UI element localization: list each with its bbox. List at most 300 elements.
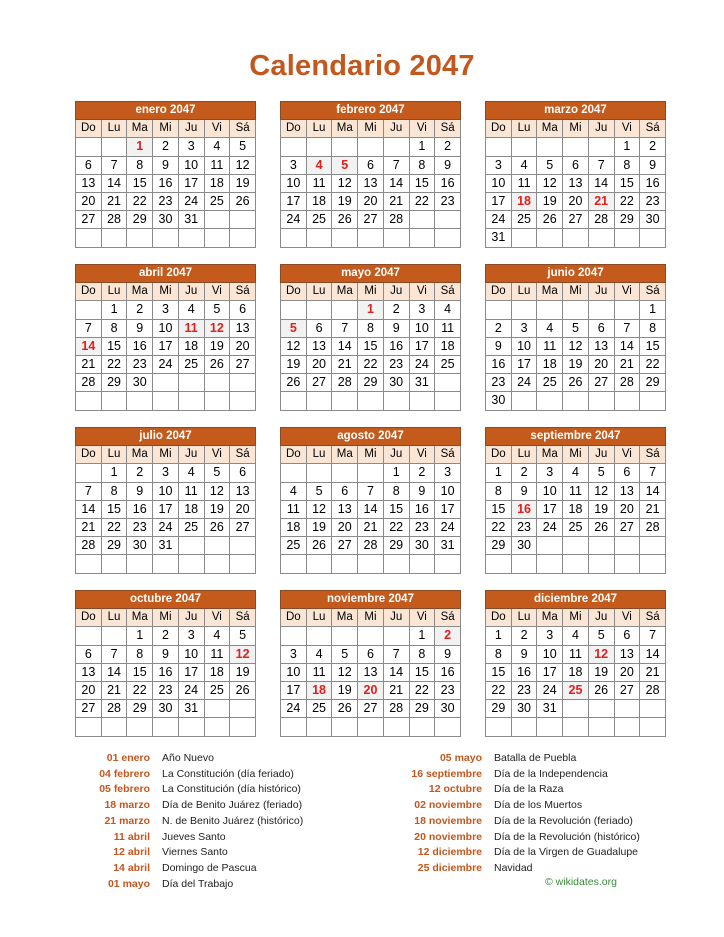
day-cell: 17 — [537, 663, 563, 681]
day-cell: 29 — [614, 211, 640, 229]
day-cell: 15 — [127, 174, 153, 192]
day-cell — [153, 374, 179, 392]
holiday-item — [70, 861, 303, 877]
day-cell — [127, 555, 153, 573]
day-cell: 27 — [588, 374, 614, 392]
day-cell: 5 — [332, 156, 358, 174]
day-cell: 17 — [511, 355, 537, 373]
day-cell — [640, 392, 666, 410]
day-cell: 12 — [230, 156, 256, 174]
day-cell: 10 — [409, 319, 435, 337]
day-cell: 6 — [358, 645, 384, 663]
day-cell — [281, 392, 307, 410]
holiday-date: 18 noviembre — [414, 814, 482, 827]
weekday-label: Vi — [614, 609, 640, 627]
day-cell: 6 — [76, 156, 102, 174]
weekday-label: Ma — [537, 120, 563, 138]
day-cell: 9 — [435, 645, 461, 663]
day-cell — [358, 392, 384, 410]
day-cell: 27 — [306, 374, 332, 392]
day-cell: 22 — [640, 355, 666, 373]
day-cell: 29 — [486, 700, 512, 718]
weekday-label: Do — [486, 283, 512, 301]
day-cell: 5 — [230, 627, 256, 645]
day-cell: 9 — [511, 645, 537, 663]
day-cell: 15 — [358, 337, 384, 355]
day-cell — [101, 555, 127, 573]
day-cell: 28 — [383, 211, 409, 229]
day-cell: 6 — [614, 627, 640, 645]
day-cell: 29 — [640, 374, 666, 392]
day-cell: 12 — [204, 482, 230, 500]
day-cell — [332, 627, 358, 645]
day-cell: 28 — [332, 374, 358, 392]
month-title: septiembre 2047 — [486, 428, 666, 446]
day-cell: 21 — [101, 681, 127, 699]
weekday-label: Vi — [409, 446, 435, 464]
day-cell — [281, 718, 307, 736]
day-cell — [153, 718, 179, 736]
day-cell: 22 — [486, 681, 512, 699]
weekday-label: Sá — [230, 283, 256, 301]
weekday-label: Lu — [511, 283, 537, 301]
day-cell: 11 — [563, 645, 589, 663]
month-table — [485, 101, 666, 248]
day-cell — [537, 537, 563, 555]
day-cell: 19 — [281, 355, 307, 373]
month-table — [280, 590, 461, 737]
day-cell — [383, 138, 409, 156]
day-cell — [178, 555, 204, 573]
footer-credit[interactable]: © wikidates.org — [545, 876, 617, 888]
day-cell: 19 — [332, 681, 358, 699]
day-cell: 10 — [537, 482, 563, 500]
day-cell: 4 — [511, 156, 537, 174]
weekday-label: Sá — [435, 609, 461, 627]
day-cell: 6 — [76, 645, 102, 663]
day-cell: 26 — [588, 681, 614, 699]
weekday-label: Ma — [537, 283, 563, 301]
weekday-label: Lu — [306, 120, 332, 138]
day-cell — [409, 229, 435, 247]
weekday-label: Mi — [153, 283, 179, 301]
day-cell: 25 — [563, 518, 589, 536]
day-cell — [204, 718, 230, 736]
weekday-label: Lu — [306, 283, 332, 301]
holiday-item — [380, 830, 640, 846]
day-cell: 14 — [101, 663, 127, 681]
day-cell: 31 — [435, 537, 461, 555]
day-cell: 24 — [409, 355, 435, 373]
day-cell: 13 — [588, 337, 614, 355]
weekday-label: Sá — [640, 283, 666, 301]
day-cell: 25 — [204, 192, 230, 210]
day-cell — [101, 627, 127, 645]
weekday-label: Ma — [332, 446, 358, 464]
day-cell: 30 — [486, 392, 512, 410]
weekday-label: Vi — [409, 283, 435, 301]
month-title: julio 2047 — [76, 428, 256, 446]
day-cell: 14 — [640, 482, 666, 500]
weekday-label: Lu — [101, 283, 127, 301]
day-cell: 9 — [153, 645, 179, 663]
day-cell: 25 — [178, 355, 204, 373]
day-cell: 16 — [435, 663, 461, 681]
day-cell: 20 — [76, 681, 102, 699]
day-cell — [230, 392, 256, 410]
day-cell: 22 — [127, 681, 153, 699]
day-cell: 3 — [178, 138, 204, 156]
day-cell: 4 — [306, 156, 332, 174]
day-cell: 24 — [537, 518, 563, 536]
weekday-label: Vi — [204, 609, 230, 627]
day-cell: 18 — [178, 337, 204, 355]
holiday-item — [70, 798, 303, 814]
day-cell — [306, 627, 332, 645]
day-cell: 11 — [204, 156, 230, 174]
day-cell: 3 — [511, 319, 537, 337]
day-cell: 16 — [127, 337, 153, 355]
day-cell — [614, 555, 640, 573]
weekday-label: Lu — [511, 446, 537, 464]
day-cell — [76, 464, 102, 482]
day-cell: 8 — [640, 319, 666, 337]
day-cell — [230, 229, 256, 247]
day-cell: 6 — [358, 156, 384, 174]
holiday-name: Día de la Revolución (histórico) — [494, 830, 640, 843]
day-cell: 28 — [358, 537, 384, 555]
month-title: abril 2047 — [76, 265, 256, 283]
day-cell — [358, 627, 384, 645]
day-cell — [537, 301, 563, 319]
day-cell — [204, 229, 230, 247]
day-cell: 30 — [153, 700, 179, 718]
weekday-label: Vi — [204, 446, 230, 464]
day-cell: 20 — [614, 663, 640, 681]
day-cell — [588, 555, 614, 573]
day-cell: 26 — [588, 518, 614, 536]
holiday-name: Día de la Virgen de Guadalupe — [494, 846, 638, 859]
day-cell: 4 — [563, 627, 589, 645]
day-cell: 19 — [537, 192, 563, 210]
day-cell: 9 — [486, 337, 512, 355]
day-cell: 21 — [614, 355, 640, 373]
day-cell: 20 — [230, 337, 256, 355]
month-table — [75, 264, 256, 411]
holiday-item — [380, 798, 640, 814]
day-cell: 31 — [178, 211, 204, 229]
day-cell: 30 — [383, 374, 409, 392]
day-cell: 1 — [486, 627, 512, 645]
weekday-label: Ma — [127, 609, 153, 627]
day-cell: 12 — [230, 645, 256, 663]
day-cell: 17 — [281, 192, 307, 210]
day-cell: 1 — [101, 301, 127, 319]
weekday-label: Ju — [178, 446, 204, 464]
weekday-label: Do — [76, 120, 102, 138]
day-cell: 5 — [537, 156, 563, 174]
day-cell: 22 — [358, 355, 384, 373]
day-cell: 24 — [281, 211, 307, 229]
day-cell: 30 — [511, 537, 537, 555]
day-cell — [358, 229, 384, 247]
weekday-label: Vi — [204, 120, 230, 138]
month-table — [75, 427, 256, 574]
day-cell — [178, 374, 204, 392]
day-cell: 15 — [383, 500, 409, 518]
day-cell — [614, 301, 640, 319]
day-cell — [306, 464, 332, 482]
day-cell: 20 — [358, 681, 384, 699]
day-cell: 10 — [486, 174, 512, 192]
day-cell — [76, 718, 102, 736]
day-cell: 29 — [127, 700, 153, 718]
day-cell: 24 — [511, 374, 537, 392]
weekday-label: Lu — [306, 446, 332, 464]
day-cell: 23 — [409, 518, 435, 536]
day-cell — [486, 301, 512, 319]
day-cell — [614, 537, 640, 555]
day-cell: 2 — [511, 464, 537, 482]
day-cell: 7 — [358, 482, 384, 500]
day-cell: 7 — [640, 464, 666, 482]
day-cell — [511, 555, 537, 573]
holiday-date: 05 febrero — [99, 783, 150, 796]
weekday-label: Ju — [588, 120, 614, 138]
weekday-label: Lu — [101, 446, 127, 464]
day-cell — [230, 374, 256, 392]
day-cell: 29 — [409, 700, 435, 718]
day-cell: 10 — [178, 156, 204, 174]
day-cell: 1 — [101, 464, 127, 482]
month-title: diciembre 2047 — [486, 591, 666, 609]
day-cell: 6 — [332, 482, 358, 500]
day-cell — [204, 374, 230, 392]
day-cell: 1 — [358, 301, 384, 319]
day-cell: 2 — [435, 138, 461, 156]
day-cell: 30 — [153, 211, 179, 229]
day-cell — [230, 718, 256, 736]
day-cell: 15 — [486, 663, 512, 681]
day-cell: 22 — [409, 192, 435, 210]
day-cell: 13 — [563, 174, 589, 192]
day-cell: 20 — [332, 518, 358, 536]
day-cell: 16 — [153, 174, 179, 192]
day-cell — [204, 211, 230, 229]
day-cell — [588, 392, 614, 410]
weekday-label: Do — [76, 609, 102, 627]
day-cell: 9 — [127, 482, 153, 500]
holiday-date: 01 mayo — [107, 877, 150, 890]
weekday-label: Ma — [332, 120, 358, 138]
day-cell: 15 — [409, 174, 435, 192]
day-cell: 14 — [383, 663, 409, 681]
day-cell: 13 — [614, 482, 640, 500]
weekday-label: Ma — [537, 446, 563, 464]
day-cell — [127, 229, 153, 247]
day-cell — [588, 301, 614, 319]
day-cell — [614, 229, 640, 247]
day-cell: 15 — [409, 663, 435, 681]
month-table — [280, 101, 461, 248]
day-cell: 7 — [383, 645, 409, 663]
day-cell — [332, 138, 358, 156]
day-cell: 5 — [281, 319, 307, 337]
day-cell: 4 — [204, 627, 230, 645]
day-cell: 5 — [306, 482, 332, 500]
day-cell: 18 — [204, 174, 230, 192]
day-cell: 28 — [640, 681, 666, 699]
day-cell: 27 — [332, 537, 358, 555]
holiday-date: 14 abril — [113, 861, 150, 874]
day-cell: 18 — [204, 663, 230, 681]
day-cell: 22 — [383, 518, 409, 536]
day-cell: 31 — [537, 700, 563, 718]
weekday-label: Sá — [435, 120, 461, 138]
day-cell — [640, 555, 666, 573]
weekday-label: Ju — [588, 283, 614, 301]
day-cell: 29 — [127, 211, 153, 229]
weekday-label: Mi — [153, 120, 179, 138]
weekday-label: Ju — [383, 609, 409, 627]
day-cell: 9 — [435, 156, 461, 174]
day-cell: 13 — [358, 174, 384, 192]
day-cell: 23 — [640, 192, 666, 210]
weekday-label: Sá — [230, 609, 256, 627]
holiday-date: 12 diciembre — [417, 846, 482, 859]
day-cell: 17 — [178, 663, 204, 681]
day-cell — [358, 718, 384, 736]
day-cell: 1 — [640, 301, 666, 319]
day-cell: 16 — [511, 663, 537, 681]
day-cell: 3 — [537, 464, 563, 482]
holiday-date: 16 septiembre — [411, 767, 482, 780]
day-cell: 2 — [383, 301, 409, 319]
weekday-label: Sá — [640, 120, 666, 138]
weekday-label: Sá — [640, 609, 666, 627]
day-cell: 19 — [230, 174, 256, 192]
day-cell — [409, 718, 435, 736]
weekday-label: Sá — [435, 446, 461, 464]
month-table — [75, 590, 256, 737]
month-table — [75, 101, 256, 248]
day-cell — [563, 700, 589, 718]
holiday-item — [380, 782, 640, 798]
day-cell — [127, 718, 153, 736]
day-cell: 18 — [563, 663, 589, 681]
day-cell: 12 — [281, 337, 307, 355]
day-cell: 6 — [230, 464, 256, 482]
day-cell: 1 — [409, 138, 435, 156]
day-cell — [614, 392, 640, 410]
day-cell: 14 — [640, 645, 666, 663]
day-cell: 3 — [537, 627, 563, 645]
day-cell: 27 — [230, 518, 256, 536]
day-cell: 10 — [435, 482, 461, 500]
weekday-label: Ju — [178, 609, 204, 627]
day-cell — [537, 229, 563, 247]
day-cell — [204, 700, 230, 718]
day-cell: 11 — [281, 500, 307, 518]
day-cell: 13 — [230, 319, 256, 337]
weekday-label: Ju — [178, 120, 204, 138]
weekday-label: Mi — [358, 609, 384, 627]
day-cell: 18 — [281, 518, 307, 536]
holiday-date: 04 febrero — [99, 767, 150, 780]
day-cell: 29 — [101, 374, 127, 392]
weekday-label: Ju — [383, 120, 409, 138]
day-cell — [76, 301, 102, 319]
day-cell: 15 — [614, 174, 640, 192]
weekday-label: Do — [281, 446, 307, 464]
day-cell: 21 — [383, 192, 409, 210]
holiday-item — [70, 877, 303, 893]
weekday-label: Mi — [563, 609, 589, 627]
day-cell — [101, 718, 127, 736]
day-cell — [486, 138, 512, 156]
day-cell: 27 — [76, 211, 102, 229]
day-cell: 26 — [563, 374, 589, 392]
day-cell: 1 — [614, 138, 640, 156]
day-cell — [640, 700, 666, 718]
day-cell — [281, 138, 307, 156]
day-cell: 1 — [127, 627, 153, 645]
day-cell: 20 — [230, 500, 256, 518]
day-cell — [230, 537, 256, 555]
day-cell: 16 — [383, 337, 409, 355]
month-table — [280, 427, 461, 574]
day-cell: 28 — [383, 700, 409, 718]
weekday-label: Vi — [409, 609, 435, 627]
holiday-name: Batalla de Puebla — [494, 752, 577, 764]
day-cell: 21 — [332, 355, 358, 373]
holiday-date: 01 enero — [106, 752, 150, 764]
day-cell: 18 — [511, 192, 537, 210]
day-cell — [511, 718, 537, 736]
day-cell — [435, 392, 461, 410]
day-cell: 31 — [153, 537, 179, 555]
day-cell: 3 — [281, 645, 307, 663]
day-cell: 1 — [486, 464, 512, 482]
day-cell: 8 — [383, 482, 409, 500]
day-cell: 21 — [358, 518, 384, 536]
day-cell — [76, 138, 102, 156]
day-cell: 8 — [127, 156, 153, 174]
day-cell: 29 — [358, 374, 384, 392]
weekday-label: Do — [486, 609, 512, 627]
day-cell — [563, 537, 589, 555]
weekday-label: Mi — [153, 446, 179, 464]
day-cell: 23 — [153, 192, 179, 210]
day-cell — [306, 229, 332, 247]
day-cell: 8 — [614, 156, 640, 174]
day-cell — [511, 229, 537, 247]
day-cell: 6 — [306, 319, 332, 337]
day-cell: 2 — [511, 627, 537, 645]
day-cell: 11 — [435, 319, 461, 337]
weekday-label: Do — [76, 446, 102, 464]
day-cell: 12 — [204, 319, 230, 337]
holiday-name: Viernes Santo — [162, 846, 228, 859]
day-cell: 9 — [127, 319, 153, 337]
day-cell: 6 — [614, 464, 640, 482]
month-table — [485, 427, 666, 574]
weekday-label: Ju — [588, 609, 614, 627]
day-cell — [563, 229, 589, 247]
day-cell: 4 — [306, 645, 332, 663]
day-cell: 14 — [76, 500, 102, 518]
day-cell — [178, 392, 204, 410]
